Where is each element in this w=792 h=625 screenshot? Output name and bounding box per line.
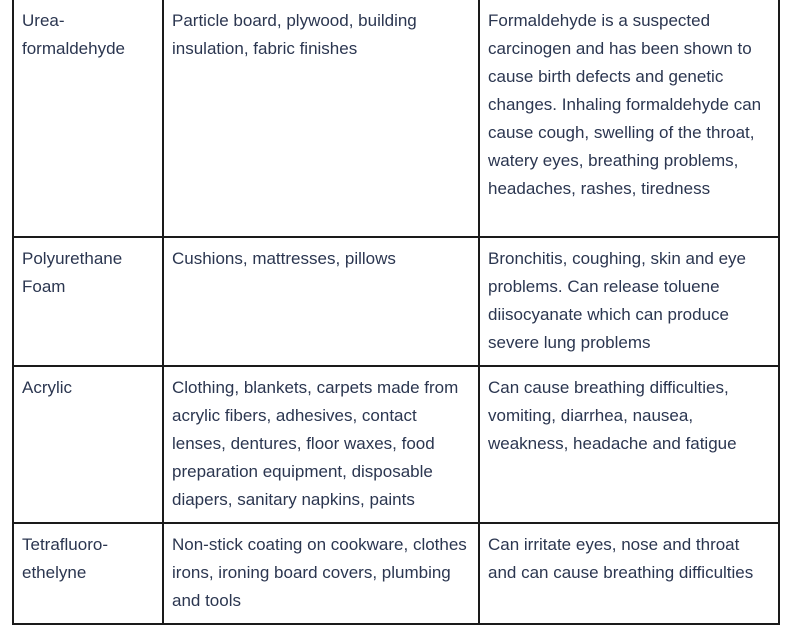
table-row (13, 237, 779, 366)
material-cell: Polyurethane Foam (13, 237, 163, 366)
health-effects-cell: Formaldehyde is a suspected carcinogen and has been shown to cause birth defects and genetic changes. Inhaling formaldehyde can cause cough, swelling of the throat, watery eyes, breathing problems, headaches, rashes, tiredness (479, 0, 779, 237)
table-row (13, 523, 779, 624)
health-effects-cell: Can irritate eyes, nose and throat and can cause breathing difficulties (479, 523, 779, 624)
health-effects-cell: Can cause breathing difficulties, vomiting, diarrhea, nausea, weakness, headache and fatigue (479, 366, 779, 523)
uses-cell: Particle board, plywood, building insulation, fabric finishes (163, 0, 479, 237)
uses-cell: Non-stick coating on cookware, clothes irons, ironing board covers, plumbing and tools (163, 523, 479, 624)
materials-health-table (12, 0, 780, 625)
material-cell: Urea-formaldehyde (13, 0, 163, 237)
material-cell: Tetrafluoro-ethelyne (13, 523, 163, 624)
uses-cell: Cushions, mattresses, pillows (163, 237, 479, 366)
table-row (13, 366, 779, 523)
material-cell: Acrylic (13, 366, 163, 523)
uses-cell: Clothing, blankets, carpets made from acrylic fibers, adhesives, contact lenses, dentures, floor waxes, food preparation equipment, disposable diapers, sanitary napkins, paints (163, 366, 479, 523)
health-effects-cell: Bronchitis, coughing, skin and eye problems. Can release toluene diisocyanate which can produce severe lung problems (479, 237, 779, 366)
table-row (13, 0, 779, 237)
